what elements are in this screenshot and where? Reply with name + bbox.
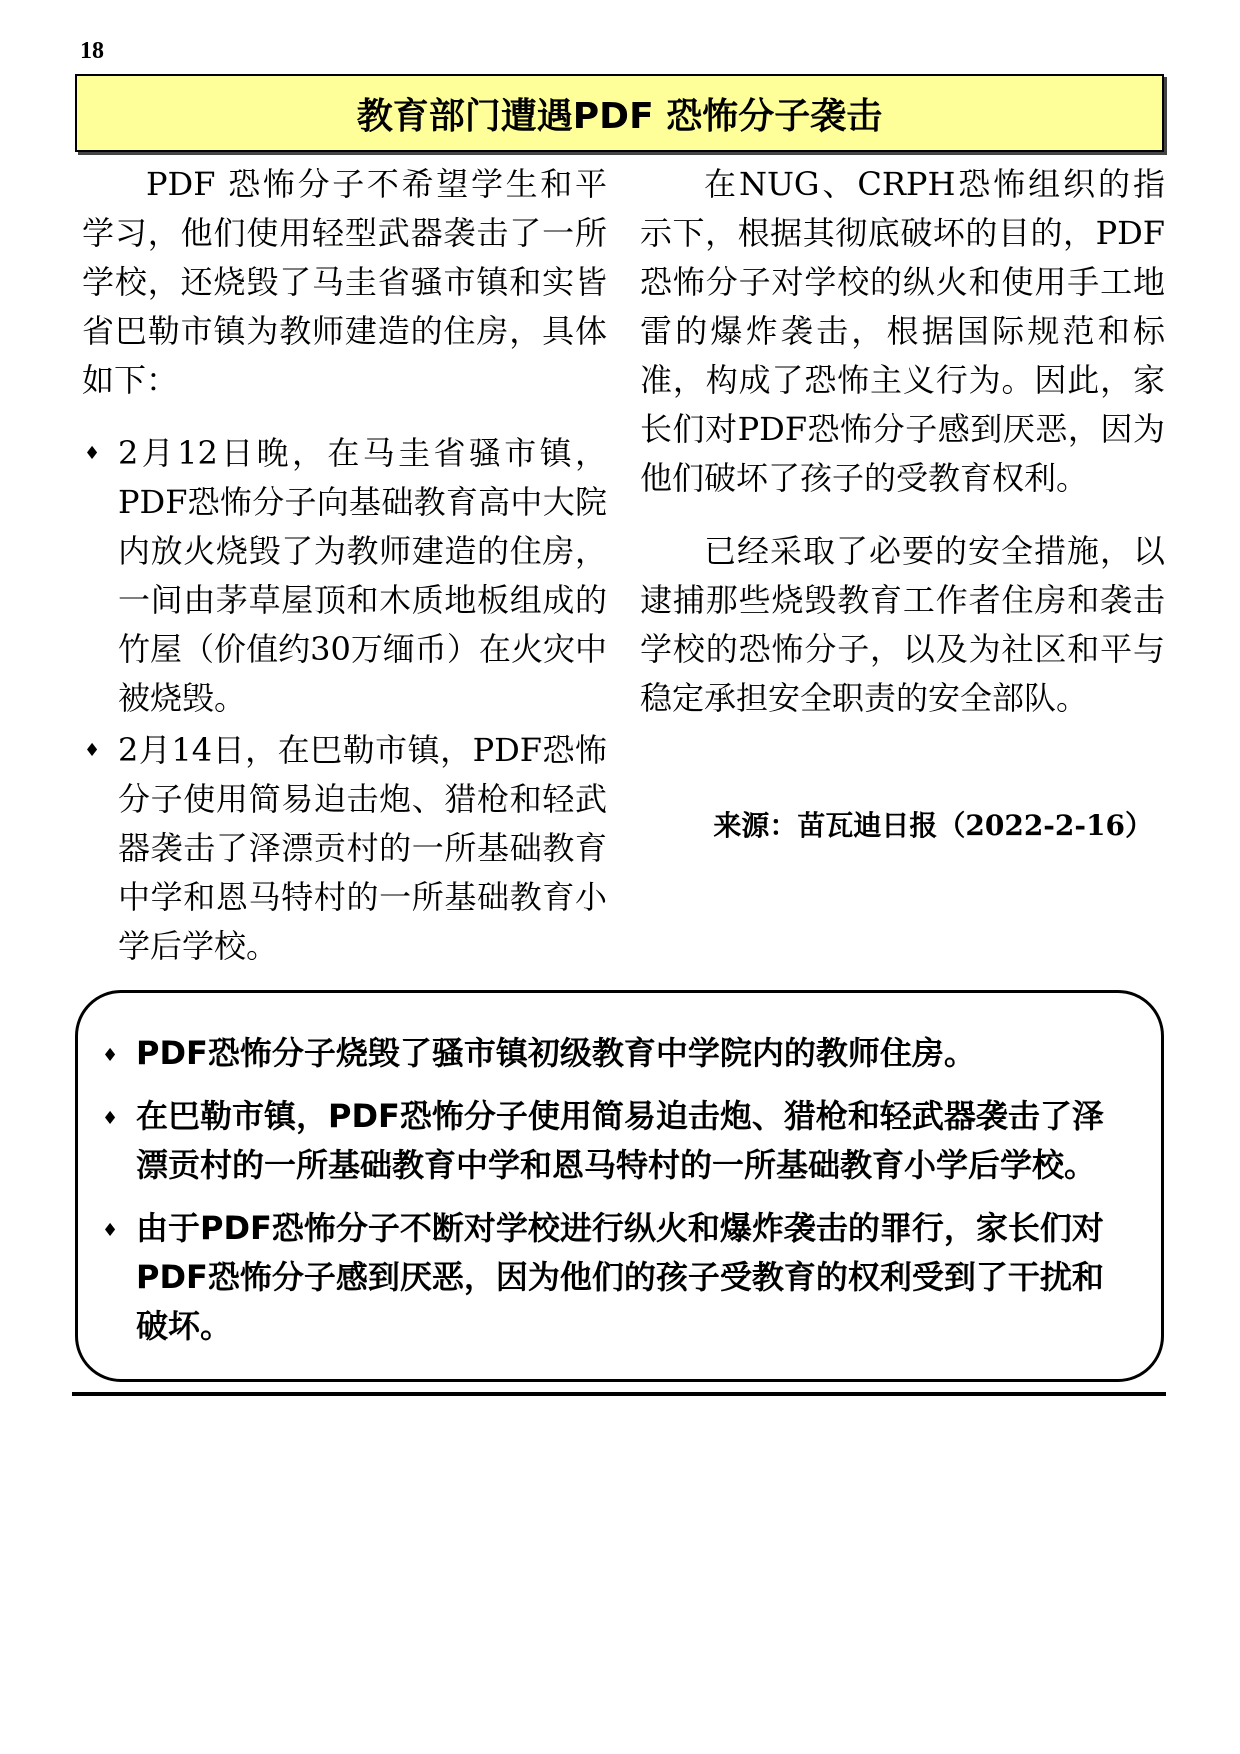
right-column <box>640 160 1165 850</box>
body-paragraph: 在NUG、CRPH恐怖组织的指示下，根据其彻底破坏的目的，PDF恐怖分子对学校的纵火和使用手工地雷的爆炸袭击，根据国际规范和标准，构成了恐怖主义行为。因此，家长们对PDF恐怖分子感到厌恶，因为他们破坏了孩子的受教育权利。 <box>640 165 1165 497</box>
diamond-bullet-icon: ♦ <box>84 740 101 761</box>
source-citation: 来源：苗瓦迪日报（2022-2-16） <box>713 809 1153 842</box>
diamond-bullet-icon: ♦ <box>84 443 101 464</box>
article-title: 教育部门遭遇PDF 恐怖分子袭击 <box>356 95 883 137</box>
diamond-bullet-icon: ♦ <box>102 1108 119 1129</box>
page-number: 18 <box>80 38 104 64</box>
incident-text: 2月12日晚，在马圭省骚市镇，PDF恐怖分子向基础教育高中大院内放火烧毁了为教师建造的住房，一间由茅草屋顶和木质地板组成的竹屋（价值约30万缅币）在火灾中被烧毁。 <box>118 434 607 717</box>
incident-list <box>82 429 607 971</box>
body-paragraph: 已经采取了必要的安全措施，以逮捕那些烧毁教育工作者住房和袭击学校的恐怖分子，以及为社区和平与稳定承担安全职责的安全部队。 <box>640 532 1165 717</box>
list-item <box>102 1029 1135 1078</box>
list-item <box>82 726 607 971</box>
summary-box <box>75 990 1164 1382</box>
summary-list <box>102 1029 1135 1351</box>
list-item <box>82 429 607 723</box>
intro-paragraph: PDF 恐怖分子不希望学生和平学习，他们使用轻型武器袭击了一所学校，还烧毁了马圭省骚市镇和实皆省巴勒市镇为教师建造的住房，具体如下： <box>82 165 607 399</box>
incident-text: 2月14日，在巴勒市镇，PDF恐怖分子使用简易迫击炮、猎枪和轻武器袭击了泽漂贡村的一所基础教育中学和恩马特村的一所基础教育小学后学校。 <box>118 731 607 965</box>
list-item <box>102 1092 1135 1190</box>
summary-text: PDF恐怖分子烧毁了骚市镇初级教育中学院内的教师住房。 <box>136 1034 976 1072</box>
list-item <box>102 1204 1135 1351</box>
title-banner <box>75 74 1164 152</box>
bottom-divider <box>72 1392 1166 1396</box>
summary-text: 在巴勒市镇，PDF恐怖分子使用简易迫击炮、猎枪和轻武器袭击了泽漂贡村的一所基础教育中学和恩马特村的一所基础教育小学后学校。 <box>136 1097 1104 1184</box>
diamond-bullet-icon: ♦ <box>102 1045 119 1066</box>
diamond-bullet-icon: ♦ <box>102 1220 119 1241</box>
summary-text: 由于PDF恐怖分子不断对学校进行纵火和爆炸袭击的罪行，家长们对PDF恐怖分子感到厌恶，因为他们的孩子受教育的权利受到了干扰和破坏。 <box>136 1209 1104 1345</box>
left-column <box>82 160 607 974</box>
